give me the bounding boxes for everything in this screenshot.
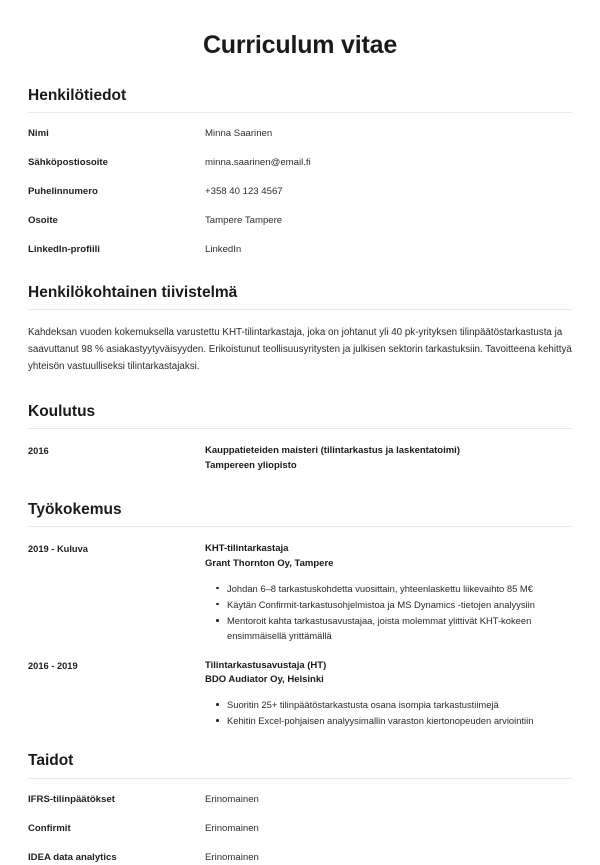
experience-entry	[28, 542, 572, 644]
section-heading-education: Koulutus	[28, 402, 96, 420]
detail-label-address: Osoite	[28, 215, 58, 227]
list-item: Kehitin Excel-pohjaisen analyysimallin varaston kiertonopeuden arviointiin	[216, 713, 572, 728]
experience-period: 2016 - 2019	[28, 660, 78, 671]
list-item	[28, 823, 572, 836]
list-item	[28, 794, 572, 807]
section-heading-work-experience: Työkokemus	[28, 500, 122, 518]
detail-label-name: Nimi	[28, 128, 49, 140]
education-entry	[28, 444, 572, 473]
experience-employer: BDO Audiator Oy, Helsinki	[205, 674, 324, 686]
personal-details-list	[28, 128, 572, 257]
list-item: Johdan 6–8 tarkastuskohdetta vuosittain, yhteenlaskettu liikevaihto 85 M€	[216, 581, 572, 596]
detail-label-email: Sähköpostiosoite	[28, 157, 108, 169]
experience-entry-header	[28, 659, 572, 730]
experience-entry-body	[205, 659, 572, 730]
section-divider	[28, 309, 572, 310]
detail-value-email: minna.saarinen@email.fi	[205, 157, 311, 169]
skill-level: Erinomainen	[205, 851, 259, 863]
skill-name: IDEA data analytics	[28, 851, 117, 863]
detail-value-address: Tampere Tampere	[205, 215, 283, 227]
skill-name: IFRS-tilinpäätökset	[28, 793, 115, 805]
section-divider	[28, 778, 572, 779]
detail-value-linkedin: LinkedIn	[205, 244, 242, 256]
section-divider	[28, 526, 572, 527]
list-item	[28, 128, 572, 141]
section-personal-details	[28, 86, 572, 257]
detail-label-phone: Puhelinnumero	[28, 186, 98, 198]
section-heading-personal-details: Henkilötiedot	[28, 87, 127, 104]
experience-employer: Grant Thornton Oy, Tampere	[205, 557, 334, 569]
list-item	[28, 852, 572, 865]
list-item	[28, 186, 572, 199]
list-item	[28, 244, 572, 257]
list-item	[28, 157, 572, 170]
experience-role: KHT-tilintarkastaja	[205, 543, 289, 555]
list-item: Suoritin 25+ tilinpäätöstarkastusta osana isompia tarkastustiimejä	[216, 697, 572, 712]
experience-role: Tilintarkastusavustaja (HT)	[205, 659, 327, 671]
education-entry-body	[205, 444, 572, 473]
section-heading-personal-summary: Henkilökohtainen tiivistelmä	[28, 284, 238, 302]
section-divider	[28, 428, 572, 429]
detail-label-linkedin: LinkedIn-profiili	[28, 244, 100, 256]
experience-period: 2019 - Kuluva	[28, 544, 88, 555]
skill-level: Erinomainen	[205, 793, 259, 805]
education-degree: Kauppatieteiden maisteri (tilintarkastus ja laskentatoimi)	[205, 445, 460, 457]
list-item: Mentoroit kahta tarkastusavustajaa, joista molemmat ylittivät KHT-kokeen ensimmäisellä yrittämällä	[216, 613, 572, 643]
detail-value-phone: +358 40 123 4567	[205, 186, 283, 198]
education-period: 2016	[28, 446, 49, 457]
section-divider	[28, 112, 572, 113]
experience-entry	[28, 659, 572, 730]
skills-list	[28, 794, 572, 865]
experience-entry-body	[205, 542, 572, 644]
section-education	[28, 402, 572, 474]
experience-entry-header	[28, 542, 572, 644]
skill-level: Erinomainen	[205, 822, 259, 834]
experience-bullet-list	[205, 581, 572, 644]
list-item: Käytän Confirmit-tarkastusohjelmistoa ja MS Dynamics -tietojen analyysiin	[216, 597, 572, 612]
page-title: Curriculum vitae	[202, 31, 398, 59]
section-personal-summary	[28, 283, 572, 376]
experience-bullet-list	[205, 697, 572, 728]
detail-value-name: Minna Saarinen	[205, 128, 273, 140]
list-item	[28, 215, 572, 228]
section-skills	[28, 751, 572, 864]
section-heading-skills: Taidot	[28, 752, 74, 770]
education-institution: Tampereen yliopisto	[205, 460, 297, 472]
summary-paragraph: Kahdeksan vuoden kokemuksella varustettu KHT-tilintarkastaja, joka on johtanut yli 40 pk-yrityksen tilinpäätöstarkastusta ja saavuttanut 98 % asiakastyytyväisyyden. Erikoistunut teollisuusyritysten ja julkisen sektorin tarkastuksiin. Tavoitteena kehittyä yhteisön vastuulliseksi tilintarkastajaksi.	[28, 327, 572, 373]
skill-name: Confirmit	[28, 822, 71, 834]
section-work-experience	[28, 500, 572, 730]
